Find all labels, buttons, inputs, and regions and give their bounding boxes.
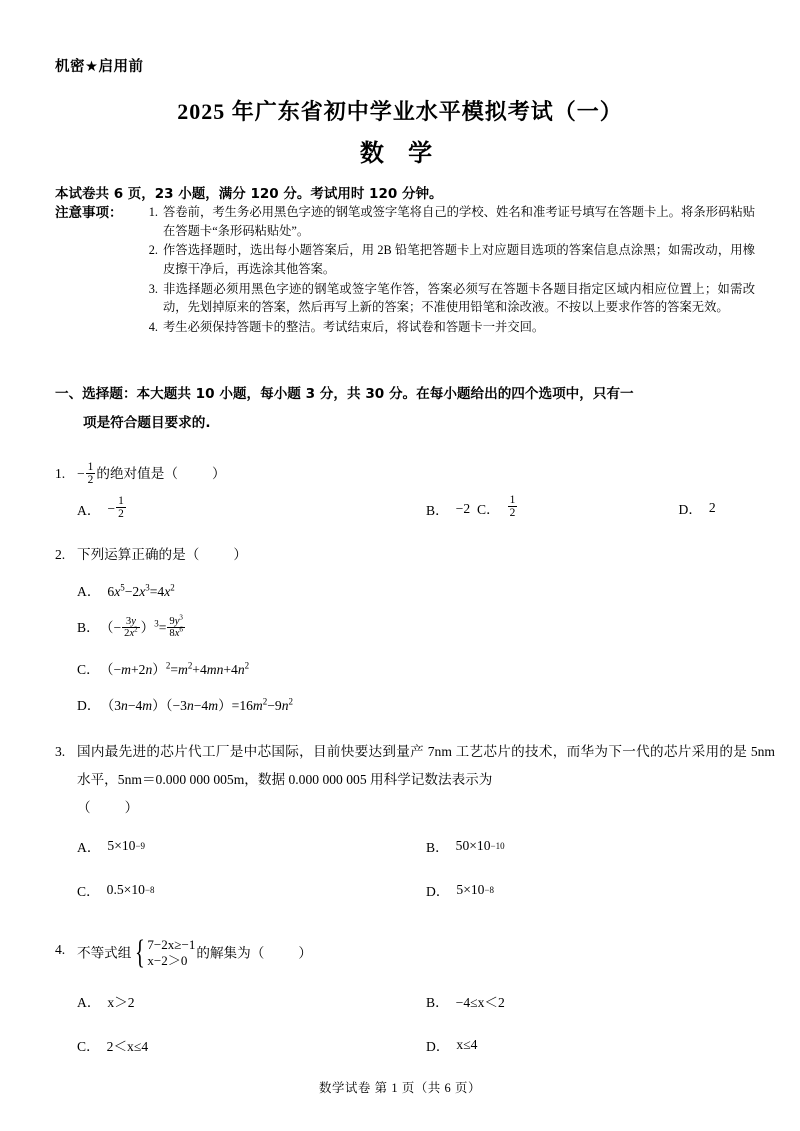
q1-minus: − [77,466,85,481]
page-title: 2025 年广东省初中学业水平模拟考试（一） [177,99,623,124]
option-b-right-fraction: $\frac{9y^3}{8x^6}$ [169,613,183,640]
option-a-numerator: 1 [118,495,124,508]
option-c-label: C． [77,662,100,678]
question-3-options [77,836,775,900]
option-b[interactable]: B． 50×10 −10 [426,837,505,855]
q3-paren-close: ） [124,799,139,815]
left-brace-icon: { [135,934,146,971]
notice-block [55,203,755,338]
notice-label: 注意事项： [55,205,123,221]
question-2 [55,543,775,714]
option-a-denominator: 2 [118,508,124,521]
question-4-stem [55,934,775,971]
page-footer: 数学试卷 第 1 页（共 6 页） [319,1081,481,1095]
option-b-label: B． [426,839,449,855]
option-b-expression: （− $\frac{3y}{2x^2}$ ）$^3$= $\frac{9y^3}{8x^6}$ [106,613,183,640]
q1-paren-close: ） [211,466,226,481]
question-3-text [77,738,775,822]
option-d-value: 2 [708,499,716,515]
notice-item-text: 答卷前，考生务必用黑色字迹的钢笔或签字笔将自己的学校、姓名和准考证号填写在答题卡上。将条形码粘贴在答题卡“条形码粘贴处”。 [163,205,755,238]
question-3-option-row-2 [77,880,775,900]
q1-stem-tail: 的绝对值是（ [96,466,178,481]
notice-item-text: 考生必须保持答题卡的整洁。考试结束后，将试卷和答题卡一并交回。 [163,320,545,335]
option-b-left-fraction: $\frac{3y}{2x^2}$ [124,616,138,640]
option-b-value: −4≤x＜2 [455,994,505,1010]
option-d-mantissa: 5×10 [456,881,485,897]
option-a-label: A． [77,839,101,855]
question-3-stem [55,738,775,822]
question-3 [55,738,775,900]
notice-item-text: 非选择题必须用黑色字迹的钢笔或签字笔作答，答案必须写在答题卡各题目指定区域内相应位置上；如需改动，先划掉原来的答案，然后再写上新的答案；不准使用铅笔和涂改液。不按以上要求作答的答案无效。 [163,281,755,315]
option-c[interactable]: C． 0.5×10 −8 [77,881,155,899]
question-2-option-c[interactable] [77,658,775,678]
section-heading-line1: 一、选择题：本大题共 10 小题，每小题 3 分，共 30 分。在每小题给出的四个选项中，只有一 [55,386,634,402]
option-c-label: C． [77,883,100,899]
question-2-option-b[interactable] [77,613,775,641]
q1-frac-numerator: 1 [87,461,94,474]
question-1 [55,462,775,520]
option-c-numerator: 1 [509,494,516,507]
q4-system-row-1: 7−2x≥−1 [147,937,196,952]
option-d-expression: $(3n-4m)(-3n-4m)=16m^2-9n^2$ [107,696,293,714]
option-a-sign: − [107,500,116,516]
list-item [141,241,755,278]
question-1-options [77,496,775,520]
question-4-option-row-2 [77,1035,775,1055]
question-3-option-row-1 [77,836,775,856]
option-a-mantissa: 5×10 [107,837,136,853]
option-c-value: 2＜x≤4 [106,1038,149,1054]
subject-title: 数 学 [359,139,441,167]
q2-paren-close: ） [233,547,247,562]
question-3-number: 3. [55,744,66,759]
option-a[interactable]: A． 5×10 −9 [77,837,146,855]
option-a-fraction [116,495,126,520]
option-a-label: A． [77,502,101,518]
question-2-option-d[interactable] [77,694,775,714]
list-item [141,280,755,317]
option-b-value: −2 [455,500,471,516]
question-1-number: 1. [55,466,66,481]
q3-paren-open: （ [77,799,91,815]
option-d[interactable]: D． 5×10 −8 [426,881,495,899]
option-d[interactable] [426,1035,775,1055]
option-b[interactable] [426,991,775,1011]
option-d-label: D． [678,501,702,517]
option-c-label: C． [77,1038,100,1054]
notice-item-number: 3. [148,281,158,296]
q2-stem-text: 下列运算正确的是（ [77,547,200,562]
question-2-option-a[interactable] [77,580,775,600]
q4-paren-close: ） [298,945,312,961]
list-item [141,318,755,337]
option-b-label: B． [77,619,100,635]
notice-item-number: 1. [148,205,158,219]
option-c-fraction [508,494,518,519]
option-a-label: A． [77,994,101,1010]
q1-fraction [86,461,96,486]
notice-item-text: 作答选择题时，选出每小题答案后，用 2B 铅笔把答题卡上对应题目选项的答案信息点涂黑；如需改动，用橡皮擦干净后，再选涂其他答案。 [163,243,755,277]
option-b-label: B． [426,502,449,518]
option-b-label: B． [426,994,449,1010]
question-2-stem [55,543,775,567]
q4-system-row-2: x−2＞0 [147,953,188,969]
notice-item-number: 4. [148,320,158,335]
option-a[interactable] [77,496,426,521]
question-1-option-row-2 [477,495,775,520]
option-a[interactable] [77,991,426,1011]
exam-info-line: 本试卷共 6 页，23 小题，满分 120 分。考试用时 120 分钟。 [55,186,443,202]
option-b-mantissa: 50×10 [455,837,491,853]
question-4-options [77,991,775,1055]
option-a-expression: $6x^5-2x^3=4x^2$ [107,582,175,599]
list-item [141,203,755,240]
option-d-label: D． [426,1038,450,1054]
q4-inequality-system [132,934,196,971]
q4-stem-tail: 的解集为（ [196,945,265,961]
question-4 [55,934,775,1055]
option-c[interactable] [77,1035,426,1055]
option-c-mantissa: 0.5×10 [106,881,145,897]
question-2-text [77,543,775,567]
option-d-label: D． [77,698,101,714]
option-d[interactable] [679,495,776,520]
notice-list [141,203,755,337]
notice-item-number: 2. [148,243,158,258]
question-4-option-row-1 [77,991,775,1011]
section-heading-line2: 项是符合题目要求的. [83,414,211,431]
question-2-number: 2. [55,547,66,562]
confidential-mark: 机密★启用前 [55,59,144,75]
question-4-text [77,934,775,971]
option-c-label: C． [477,501,500,517]
option-d-value: x≤4 [456,1036,478,1052]
q4-stem-head: 不等式组 [77,945,132,961]
q3-stem-text: 国内最先进的芯片代工厂是中芯国际，目前快要达到量产 7nm 工艺芯片的技术，而华为下一代的芯片采用的是 5nm 水平，5nm＝0.000 000 005m，数据 0.000 000 005 用科学记数法表示为 [77,744,775,787]
option-c[interactable] [477,495,679,520]
question-4-number: 4. [55,942,66,957]
option-a-value: x＞2 [107,994,135,1010]
option-d-label: D． [426,883,450,899]
option-c-denominator: 2 [509,507,516,520]
option-c-expression: $(-m+2n)^2=m^2+4mn+4n^2$ [106,660,250,678]
q1-frac-denominator: 2 [87,474,94,487]
section-one-heading [55,380,770,437]
option-a-label: A． [77,583,101,599]
question-1-text [77,462,775,487]
question-1-stem [55,462,775,487]
